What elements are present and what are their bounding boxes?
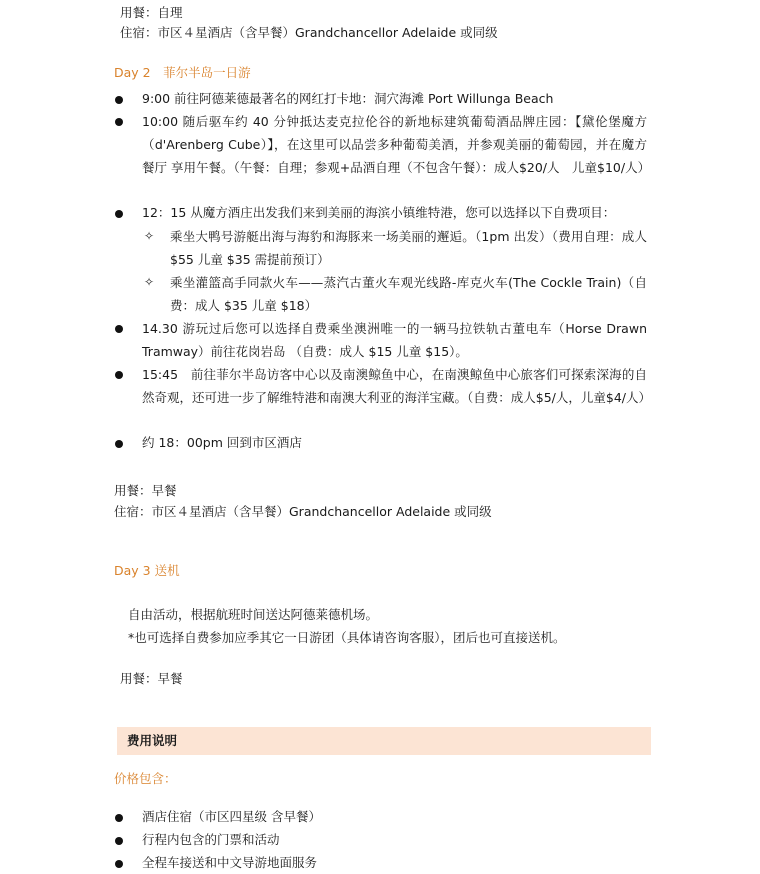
day2-item-6: 约 18：00pm 回到市区酒店 — [142, 435, 302, 450]
included-item-1: 酒店住宿（市区四星级 含早餐） — [142, 809, 321, 824]
bullet-icon — [115, 118, 123, 126]
day1-meal: 用餐：自理 — [120, 5, 183, 20]
day2-item-4: 14.30 游玩过后您可以选择自费乘坐澳洲唯一的一辆马拉铁轨古董电车（Horse Drawn Tramway）前往花岗岩岛 （自费：成人 $15 儿童 $15）。 — [142, 321, 647, 359]
day3-title: Day 3 送机 — [114, 563, 180, 578]
bullet-icon — [115, 837, 123, 845]
included-title: 价格包含： — [114, 771, 177, 786]
included-item-2: 行程内包含的门票和活动 — [142, 832, 280, 847]
bullet-icon — [115, 325, 123, 333]
day3-line-2: *也可选择自费参加应季其它一日游团（具体请咨询客服），团后也可直接送机。 — [128, 630, 566, 645]
day3-meal: 用餐：早餐 — [120, 671, 183, 686]
fees-section-title: 费用说明 — [127, 733, 178, 748]
day2-item-5: 15:45 前往菲尔半岛访客中心以及南澳鲸鱼中心，在南澳鲸鱼中心旅客们可探索深海的自然奇观，还可进一步了解维特港和南澳大利亚的海洋宝藏。（自费：成人$5/人，儿童$4/人） — [142, 367, 651, 405]
day2-subitem-1: 乘坐大鸭号游艇出海与海豹和海豚来一场美丽的邂逅。（1pm 出发）（费用自理：成人 $55 儿童 $35 需提前预订） — [170, 229, 647, 267]
day2-title: Day 2 菲尔半岛一日游 — [114, 65, 251, 80]
day2-item-2: 10:00 随后驱车约 40 分钟抵达麦克拉伦谷的新地标建筑葡萄酒品牌庄园：【黛伦堡魔方（d'Arenberg Cube）】，在这里可以品尝多种葡萄美酒，并参观美丽的葡萄园，并在魔方餐厅 享用午餐。（午餐：自理；参观+品酒自理（不包含午餐）：成人$20/人 儿童$10/人） — [142, 114, 651, 175]
day2-subitem-2: 乘坐灌篮高手同款火车——蒸汽古董火车观光线路-库克火车(The Cockle Train)（自费：成人 $35 儿童 $18） — [170, 275, 647, 313]
day2-hotel: 住宿：市区４星酒店（含早餐）Grandchancellor Adelaide 或同级 — [114, 504, 492, 519]
day2-item-1: 9:00 前往阿德莱德最著名的网红打卡地：洞穴海滩 Port Willunga Beach — [142, 91, 554, 106]
bullet-icon — [115, 371, 123, 379]
fees-section-header — [117, 727, 651, 755]
day1-hotel: 住宿：市区４星酒店（含早餐）Grandchancellor Adelaide 或同级 — [120, 25, 498, 40]
diamond-bullet-icon: ✧ — [144, 229, 155, 243]
bullet-icon — [115, 210, 123, 218]
diamond-bullet-icon: ✧ — [144, 275, 155, 289]
day3-line-1: 自由活动，根据航班时间送达阿德莱德机场。 — [128, 607, 379, 622]
day2-meal: 用餐：早餐 — [114, 483, 177, 498]
bullet-icon — [115, 814, 123, 822]
bullet-icon — [115, 860, 123, 868]
bullet-icon — [115, 440, 123, 448]
day2-item-3: 12：15 从魔方酒庄出发我们来到美丽的海滨小镇维特港，您可以选择以下自费项目： — [142, 205, 616, 220]
bullet-icon — [115, 96, 123, 104]
included-item-3: 全程车接送和中文导游地面服务 — [142, 855, 318, 870]
